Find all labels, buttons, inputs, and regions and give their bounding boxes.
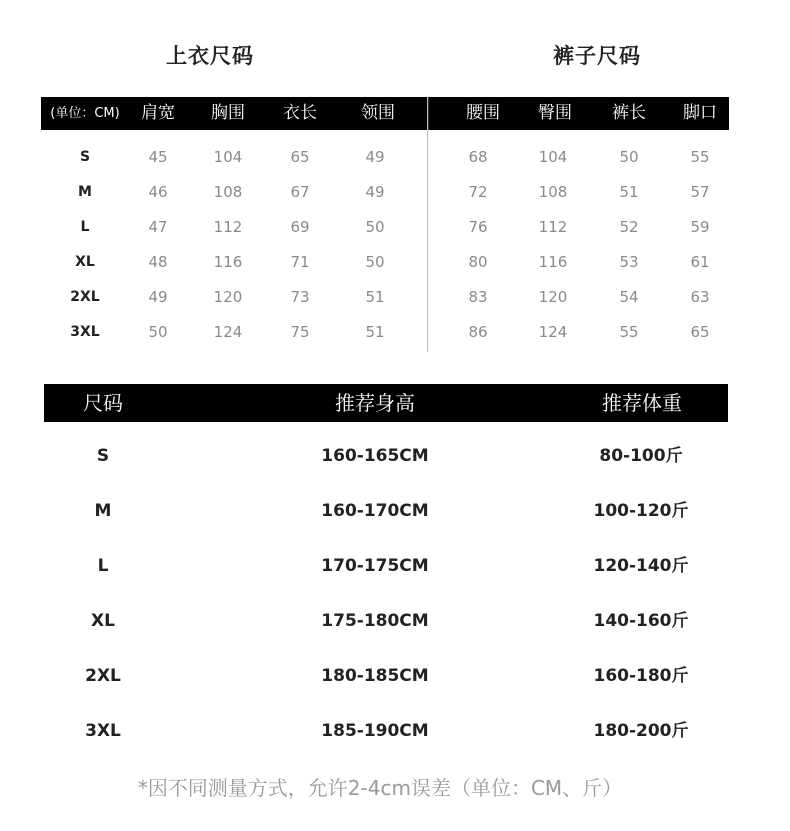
measurement-value: 76 [468,218,488,236]
table-row [0,601,790,641]
measurement-value: 51 [365,288,385,306]
measurement-value: 73 [290,288,310,306]
measurement-value: 50 [365,253,385,271]
size-label: 3XL [70,324,100,340]
measurement-value: 65 [690,323,710,341]
measurement-value: 108 [538,183,568,201]
measurement-value: 47 [148,218,168,236]
measurement-value: 68 [468,148,488,166]
recommended-height: 175-180CM [321,611,429,631]
column-header: 衣长 [283,103,317,123]
measurement-value: 86 [468,323,488,341]
measurement-value: 104 [538,148,568,166]
measurement-value: 49 [148,288,168,306]
table-row [0,656,790,696]
measurement-value: 55 [690,148,710,166]
column-header: 尺码 [83,391,123,415]
column-header: 胸围 [211,103,245,123]
measurement-value: 50 [619,148,639,166]
size-label: L [80,219,90,235]
measurement-value: 80 [468,253,488,271]
size-label: XL [91,611,115,631]
recommended-height: 185-190CM [321,721,429,741]
column-header: 肩宽 [141,103,175,123]
measurement-value: 120 [538,288,568,306]
size-label: S [96,446,110,466]
size-label: S [79,149,91,165]
recommended-weight: 120-140斤 [593,556,689,576]
column-header: 领围 [361,103,395,123]
recommended-weight: 80-100斤 [599,446,683,466]
recommended-weight: 160-180斤 [593,666,689,686]
table-row [0,315,790,350]
measurement-value: 51 [365,323,385,341]
measurement-value: 75 [290,323,310,341]
top-size-title: 上衣尺码 [166,44,254,68]
size-label: 3XL [85,721,121,741]
measurement-value: 67 [290,183,310,201]
recommended-height: 160-165CM [321,446,429,466]
table-row [0,210,790,245]
measurement-value: 57 [690,183,710,201]
measurement-value: 55 [619,323,639,341]
measurement-value: 49 [365,148,385,166]
measurement-value: 124 [538,323,568,341]
column-header: 推荐体重 [602,391,682,415]
size-label: L [97,556,109,576]
measurement-value: 112 [213,218,243,236]
measurement-value: 104 [213,148,243,166]
measurement-value: 46 [148,183,168,201]
measurement-value: 51 [619,183,639,201]
table-row [0,711,790,751]
size-label: 2XL [85,666,121,686]
table-row [0,491,790,531]
size-label: M [78,184,92,200]
column-header: 臀围 [538,103,572,123]
size-label: M [94,501,112,521]
recommended-weight: 180-200斤 [593,721,689,741]
column-header: 推荐身高 [335,391,415,415]
measurement-value: 61 [690,253,710,271]
measurement-value: 45 [148,148,168,166]
measurement-value: 63 [690,288,710,306]
column-header: 裤长 [612,103,646,123]
measurement-value: 112 [538,218,568,236]
column-header: 脚口 [683,103,717,123]
measurement-value: 108 [213,183,243,201]
table-row [0,140,790,175]
column-header: 腰围 [466,103,500,123]
table-row [0,436,790,476]
size-label: XL [75,254,95,270]
measurement-value: 120 [213,288,243,306]
table-row [0,245,790,280]
table-row [0,280,790,315]
measurement-value: 50 [365,218,385,236]
table-row [0,175,790,210]
size-label: 2XL [70,289,100,305]
recommended-height: 160-170CM [321,501,429,521]
measurement-value: 53 [619,253,639,271]
recommended-weight: 140-160斤 [593,611,689,631]
unit-label: (单位：CM) [50,106,120,121]
measurement-value: 48 [148,253,168,271]
measurement-value: 59 [690,218,710,236]
footnote: *因不同测量方式，允许2-4cm误差（单位：CM、斤） [137,776,623,800]
table-row [0,546,790,586]
measurement-value: 116 [538,253,568,271]
measurement-value: 49 [365,183,385,201]
measurement-value: 83 [468,288,488,306]
measurement-value: 69 [290,218,310,236]
recommended-height: 170-175CM [321,556,429,576]
measurement-table-header [41,97,729,130]
recommended-weight: 100-120斤 [593,501,689,521]
recommendation-table-header [44,384,728,422]
measurement-value: 65 [290,148,310,166]
measurement-value: 116 [213,253,243,271]
measurement-value: 71 [290,253,310,271]
measurement-value: 124 [213,323,243,341]
recommended-height: 180-185CM [321,666,429,686]
pants-size-title: 裤子尺码 [553,44,641,68]
measurement-value: 52 [619,218,639,236]
measurement-value: 50 [148,323,168,341]
measurement-value: 54 [619,288,639,306]
measurement-value: 72 [468,183,488,201]
